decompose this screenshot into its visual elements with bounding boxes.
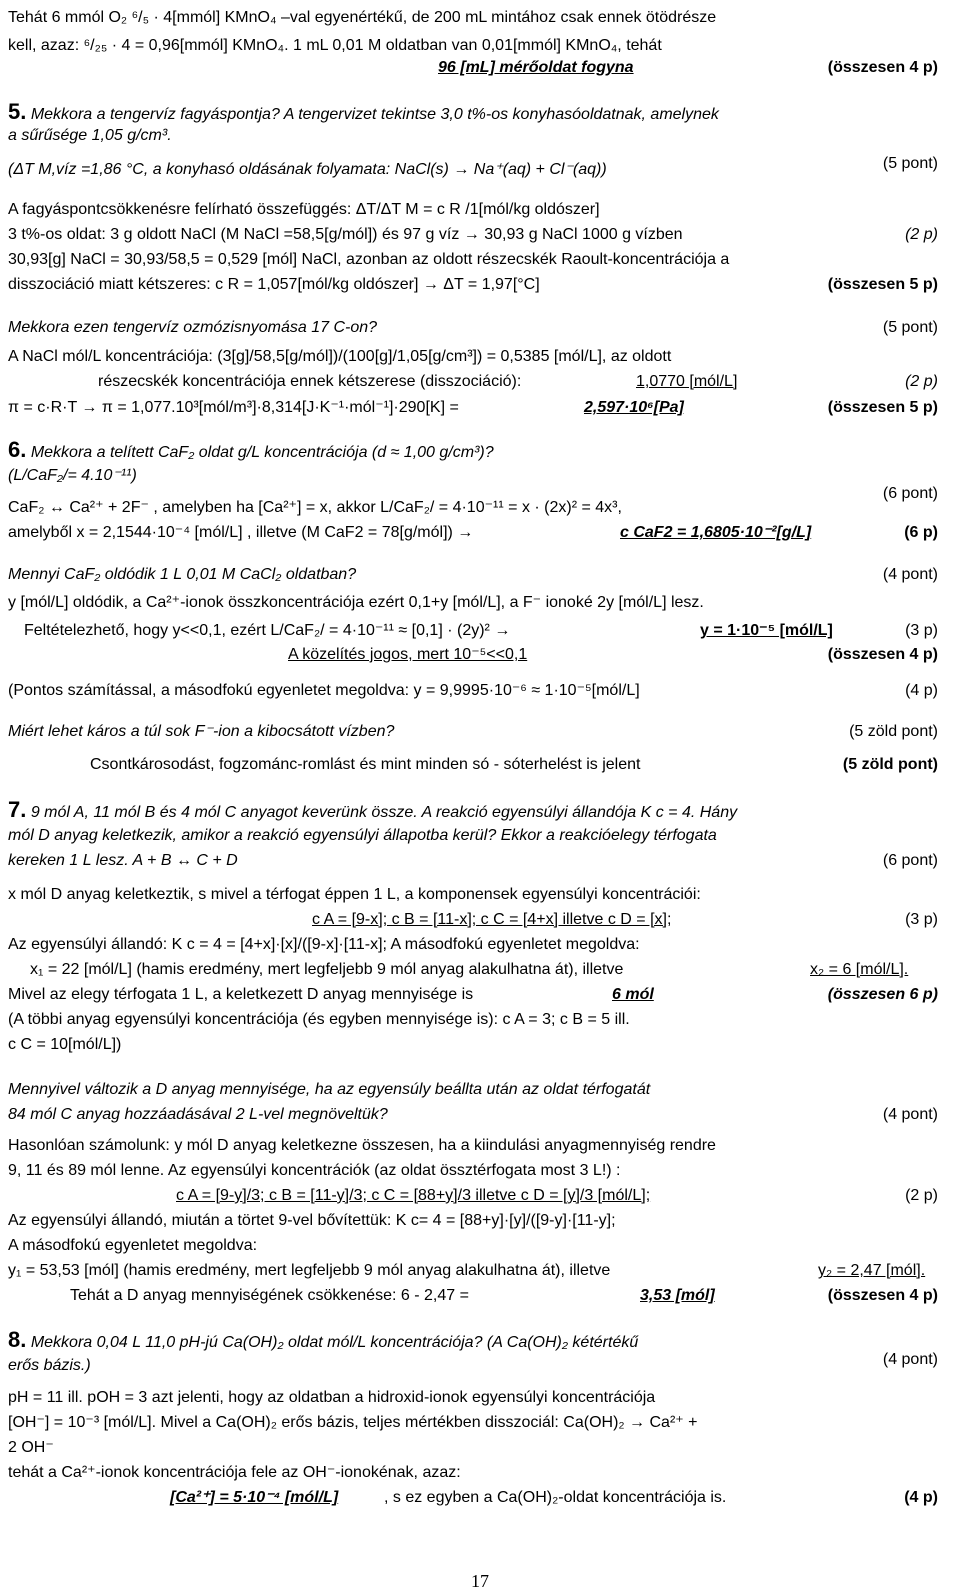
- s7-question-line-3: kereken 1 L lesz. A + B ↔ C + D: [8, 852, 238, 869]
- s6-question-2-points: (4 pont): [882, 566, 938, 583]
- s8-p1: (4 p): [904, 1489, 938, 1506]
- s7-line-6: (A többi anyag egyensúlyi koncentrációja (és egyben mennyisége is): c A = 3; c B = 5 ill.: [8, 1011, 630, 1028]
- s7-sol-line-2: 9, 11 és 89 mól lenne. Az egyensúlyi koncentrációk (az oldat össztérfogata most 3 L!) :: [8, 1162, 621, 1179]
- s5-question-2: Mekkora ezen tengervíz ozmózisnyomása 17 C-on?: [8, 319, 378, 336]
- s7-result: 6 mól: [612, 986, 654, 1003]
- s6-answer-3: Csontkárosodást, fogzománc-romlást és mint minden só - sóterhelést is jelent: [90, 756, 641, 773]
- s7-p1: (3 p): [905, 911, 938, 928]
- s7-number: 7.: [8, 797, 27, 822]
- s6-line-2: amelyből x = 2,1544·10⁻⁴ [mól/L] , illetve (M CaF2 = 78[g/mól]) →: [8, 524, 474, 541]
- s5-osm-line-1: A NaCl mól/L koncentrációja: (3[g]/58,5[g/mól])/(100[g]/1,05[g/cm³]) = 0,5385 [mól/L], az oldott: [8, 348, 672, 365]
- s7-x2: x₂ = 6 [mól/L].: [810, 961, 909, 978]
- s8-points: (4 pont): [882, 1351, 938, 1368]
- s6-sol-p1: (3 p): [905, 622, 938, 639]
- s8-line-5: , s ez egyben a Ca(OH)₂-oldat koncentrációja is.: [384, 1489, 727, 1506]
- s8-result: [Ca²⁺] = 5·10⁻⁴ [mól/L]: [170, 1489, 339, 1506]
- s8-line-1: pH = 11 ill. pOH = 3 azt jelenti, hogy az oldatban a hidroxid-ionok egyensúlyi koncentrációja: [8, 1389, 656, 1406]
- s6-question-3-points: (5 zöld pont): [849, 723, 938, 740]
- s5-question-line-2: a sűrűsége 1,05 g/cm³.: [8, 127, 172, 144]
- s5-p1: (2 p): [905, 226, 938, 243]
- s7-sol-line-3: c A = [9-y]/3; c B = [11-y]/3; c C = [88+y]/3 illetve c D = [y]/3 [mól/L];: [176, 1187, 651, 1204]
- s5-number: 5.: [8, 99, 27, 124]
- s5-question-line-1: 5. Mekkora a tengervíz fagyáspontja? A tengervizet tekintse 3,0 t%-os konyhasóoldatnak, amelynek: [8, 99, 719, 124]
- s7-sol-line-5: A másodfokú egyenletet megoldva:: [8, 1237, 258, 1254]
- s5-osm-total: (összesen 5 p): [827, 399, 938, 416]
- s6-line-1: CaF₂ ↔ Ca²⁺ + 2F⁻ , amelyben ha [Ca²⁺] = x, akkor L/CaF₂/ = 4·10⁻¹¹ = x · (2x)² = 4x³,: [8, 499, 622, 516]
- s6-sol-line-1: y [mól/L] oldódik, a Ca²⁺-ionok összkoncentrációja ezért 0,1+y [mól/L], a F⁻ ionoké 2y [mól/L] lesz.: [8, 594, 704, 611]
- s5-line-3: 30,93[g] NaCl = 30,93/58,5 = 0,529 [mól] NaCl, azonban az oldott részecskék Raoult-koncentrációja a: [8, 251, 730, 268]
- s5-question-line-3: (ΔT M,víz =1,86 °C, a konyhasó oldásának folyamata: NaCl(s) → Na⁺(aq) + Cl⁻(aq)): [8, 161, 607, 178]
- s5-osm-line-3: π = c·R·T → π = 1,077.10³[mól/m³]·8,314[J·K⁻¹·mól⁻¹]·290[K] =: [8, 399, 459, 416]
- s5-osm-line-2: részecskék koncentrációja ennek kétszerese (disszociáció):: [98, 373, 522, 390]
- s7-sol-line-7: Tehát a D anyag mennyiségének csökkenése: 6 - 2,47 =: [70, 1287, 469, 1304]
- s7-question-line-1: 7. 9 mól A, 11 mól B és 4 mól C anyagot keverünk össze. A reakció egyensúlyi állandója K c = 4. Hány: [8, 797, 738, 822]
- s7-line-4: x₁ = 22 [mól/L] (hamis eredmény, mert legfeljebb 9 mól anyag alakulhatna át), illetve: [30, 961, 624, 978]
- s6-result: c CaF2 = 1,6805·10⁻²[g/L]: [620, 524, 812, 541]
- s7-line-3: Az egyensúlyi állandó: K c = 4 = [4+x]·[x]/([9-x]·[11-x]; A másodfokú egyenletet megoldva:: [8, 936, 640, 953]
- intro-line-1: Tehát 6 mmól O₂ ⁶/₅ · 4[mmól] KMnO₄ –val egyenértékű, de 200 mL mintához csak ennek ötödrésze: [8, 9, 717, 26]
- s6-question-line-1: 6. Mekkora a telített CaF₂ oldat g/L koncentrációja (d ≈ 1,00 g/cm³)?: [8, 437, 494, 462]
- s6-sol-line-3: A közelítés jogos, mert 10⁻⁵<<0,1: [288, 646, 528, 663]
- s7-question-2-points: (4 pont): [882, 1106, 938, 1123]
- s5-line-1: A fagyáspontcsökkenésre felírható összefüggés: ΔT/ΔT M = c R /1[mól/kg oldószer]: [8, 201, 600, 218]
- s7-total: (összesen 6 p): [827, 986, 938, 1003]
- s7-line-5: Mivel az elegy térfogata 1 L, a keletkezett D anyag mennyisége is: [8, 986, 474, 1003]
- s5-osm-result: 2,597·10⁶[Pa]: [584, 399, 684, 416]
- s7-line-7: c C = 10[mól/L]): [8, 1036, 122, 1053]
- s7-line-1: x mól D anyag keletkeztik, s mivel a térfogat éppen 1 L, a komponensek egyensúlyi koncentrációi:: [8, 886, 701, 903]
- s6-question-line-2: (L/CaF₂/= 4.10⁻¹¹): [8, 467, 137, 484]
- s8-question-line-1: 8. Mekkora 0,04 L 11,0 pH-jú Ca(OH)₂ oldat mól/L koncentrációja? (A Ca(OH)₂ kétértékű: [8, 1327, 639, 1352]
- s6-sol-line-2: Feltételezhető, hogy y<<0,1, ezért L/CaF₂/ = 4·10⁻¹¹ ≈ [0,1] · (2y)² →: [24, 622, 511, 639]
- s8-line-3: 2 OH⁻: [8, 1439, 54, 1456]
- s6-points: (6 pont): [882, 485, 938, 502]
- s5-total: (összesen 5 p): [827, 276, 938, 293]
- s7-y2: y₂ = 2,47 [mól].: [818, 1262, 926, 1279]
- s7-question-2-line-1: Mennyivel változik a D anyag mennyisége, ha az egyensúly beállta után az oldat térfogatát: [8, 1081, 651, 1098]
- s5-question-2-points: (5 pont): [882, 319, 938, 336]
- s7-sol-total: (összesen 4 p): [827, 1287, 938, 1304]
- s6-sol-line-4: (Pontos számítással, a másodfokú egyenletet megoldva: y = 9,9995·10⁻⁶ ≈ 1·10⁻⁵[mól/L]: [8, 682, 640, 699]
- s8-line-2: [OH⁻] = 10⁻³ [mól/L]. Mivel a Ca(OH)₂ erős bázis, teljes mértékben disszociál: Ca(OH)₂ → Ca²⁺ +: [8, 1414, 698, 1431]
- s8-question-line-2: erős bázis.): [8, 1357, 91, 1374]
- s7-question-line-2: mól D anyag keletkezik, amikor a reakció egyensúlyi állapotba kerül? Ekkor a reakcióelegy térfogata: [8, 827, 717, 844]
- s5-points: (5 pont): [882, 155, 938, 172]
- s5-osm-p: (2 p): [905, 373, 938, 390]
- s7-question-2-line-2: 84 mól C anyag hozzáadásával 2 L-vel megnöveltük?: [8, 1106, 388, 1123]
- s6-number: 6.: [8, 437, 27, 462]
- intro-result: 96 [mL] mérőoldat fogyna: [438, 59, 634, 76]
- s7-sol-p1: (2 p): [905, 1187, 938, 1204]
- s5-line-4: disszociáció miatt kétszeres: c R = 1,057[mól/kg oldószer] → ΔT = 1,97[°C]: [8, 276, 540, 293]
- s7-points: (6 pont): [882, 852, 938, 869]
- s6-sol-result: y = 1·10⁻⁵ [mól/L]: [700, 622, 833, 639]
- s6-question-3: Miért lehet káros a túl sok F⁻-ion a kibocsátott vízben?: [8, 723, 395, 740]
- s6-sol-p2: (4 p): [905, 682, 938, 699]
- s6-sol-total: (összesen 4 p): [827, 646, 938, 663]
- s7-sol-line-1: Hasonlóan számolunk: y mól D anyag keletkezne összesen, ha a kiindulási anyagmennyiség rendre: [8, 1137, 716, 1154]
- s6-answer-3-points: (5 zöld pont): [842, 756, 938, 773]
- s8-number: 8.: [8, 1327, 27, 1352]
- s6-question-2: Mennyi CaF₂ oldódik 1 L 0,01 M CaCl₂ oldatban?: [8, 566, 357, 583]
- page-number: 17: [471, 1571, 489, 1591]
- s8-line-4: tehát a Ca²⁺-ionok koncentrációja fele az OH⁻-ionokénak, azaz:: [8, 1464, 461, 1481]
- s7-sol-line-4: Az egyensúlyi állandó, miután a törtet 9-vel bővítettük: K c= 4 = [88+y]·[y]/([9-y]·[11-y];: [8, 1212, 616, 1229]
- intro-total: (összesen 4 p): [827, 59, 938, 76]
- s5-line-2: 3 t%-os oldat: 3 g oldott NaCl (M NaCl =58,5[g/mól]) és 97 g víz → 30,93 g NaCl 1000 g vízben: [8, 226, 683, 243]
- s7-sol-result: 3,53 [mól]: [640, 1287, 715, 1304]
- s7-sol-line-6: y₁ = 53,53 [mól] (hamis eredmény, mert legfeljebb 9 mól anyag alakulhatna át), illetve: [8, 1262, 611, 1279]
- s7-line-2: c A = [9-x]; c B = [11-x]; c C = [4+x] illetve c D = [x];: [312, 911, 672, 928]
- intro-line-2: kell, azaz: ⁶/₂₅ · 4 = 0,96[mmól] KMnO₄. 1 mL 0,01 M oldatban van 0,01[mmól] KMnO₄, tehát: [8, 37, 662, 54]
- s6-p1: (6 p): [904, 524, 938, 541]
- s5-osm-conc: 1,0770 [mól/L]: [636, 373, 738, 390]
